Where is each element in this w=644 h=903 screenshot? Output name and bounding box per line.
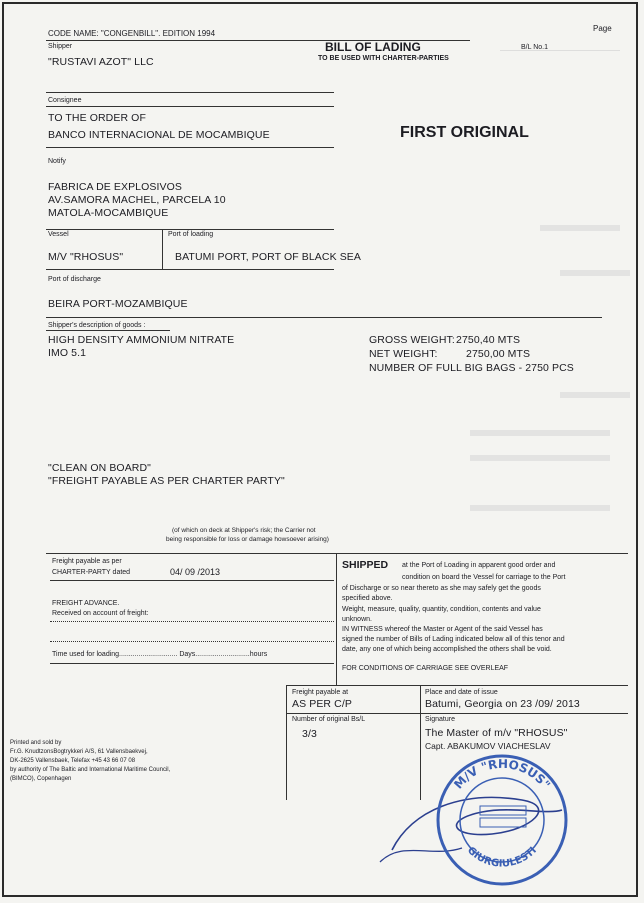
divider: [50, 580, 334, 581]
conditions-overleaf: FOR CONDITIONS OF CARRIAGE SEE OVERLEAF: [342, 665, 509, 672]
printer-line5: (BIMCO), Copenhagen: [10, 776, 72, 782]
notify-line3: MATOLA-MOCAMBIQUE: [48, 207, 169, 219]
notify-line1: FABRICA DE EXPLOSIVOS: [48, 181, 182, 193]
originals-value: 3/3: [302, 728, 317, 740]
divider: [46, 229, 334, 230]
received-freight-label: Received on account of freight:: [52, 610, 149, 617]
divider: [162, 229, 163, 269]
divider: [46, 92, 334, 93]
printer-line3: DK-2625 Vallensbaek, Telefax +45 43 66 07 08: [10, 758, 136, 764]
vessel-stamp: [428, 748, 576, 888]
place-date-label: Place and date of issue: [425, 689, 498, 696]
originals-label: Number of original Bs/L: [292, 716, 366, 723]
svg-text:GIURGIULESTI: [465, 845, 539, 870]
shipped-line6: unknown.: [342, 616, 372, 623]
freight-note: "FREIGHT PAYABLE AS PER CHARTER PARTY": [48, 475, 285, 487]
divider: [46, 106, 334, 107]
freight-advance-label: FREIGHT ADVANCE.: [52, 600, 120, 607]
dotted-line: [50, 620, 334, 622]
net-weight-value: 2750,00 MTS: [466, 348, 531, 360]
code-name: CODE NAME: "CONGENBILL". EDITION 1994: [48, 29, 216, 38]
deck-note-line1: (of which on deck at Shipper's risk; the Carrier not: [172, 527, 316, 534]
vessel-label: Vessel: [48, 231, 69, 238]
big-bags-count: NUMBER OF FULL BIG BAGS - 2750 PCS: [369, 362, 574, 374]
divider: [46, 553, 628, 554]
consignee-line2: BANCO INTERNACIONAL DE MOCAMBIQUE: [48, 129, 270, 141]
signature-label: Signature: [425, 716, 455, 723]
dotted-line: [50, 640, 334, 642]
signature-line2: Capt. ABAKUMOV VIACHESLAV: [425, 741, 551, 751]
stamp-bottom-text: GIURGIULESTI: [464, 845, 540, 870]
divider: [46, 269, 334, 270]
shipped-line5: Weight, measure, quality, quantity, condition, contents and value: [342, 606, 541, 613]
signature-line1: The Master of m/v "RHOSUS": [425, 727, 568, 739]
document-subtitle: TO BE USED WITH CHARTER-PARTIES: [318, 55, 449, 62]
divider: [46, 147, 334, 148]
shipped-line1: at the Port of Loading in apparent good order and: [402, 562, 556, 569]
divider: [46, 317, 602, 318]
divider: [286, 713, 628, 714]
charter-party-dated-label: CHARTER-PARTY dated: [52, 569, 131, 576]
consignee-label: Consignee: [48, 97, 82, 104]
shipper-label: Shipper: [48, 43, 73, 50]
divider: [286, 685, 287, 800]
port-discharge-value: BEIRA PORT-MOZAMBIQUE: [48, 298, 188, 310]
divider: [286, 685, 628, 686]
shipper-value: "RUSTAVI AZOT" LLC: [48, 56, 154, 68]
goods-label: Shipper's description of goods :: [48, 322, 146, 329]
printer-line1: Printed and sold by: [10, 740, 62, 746]
shipped-line4: specified above.: [342, 595, 393, 602]
notify-line2: AV.SAMORA MACHEL, PARCELA 10: [48, 194, 226, 206]
vessel-value: M/V "RHOSUS": [48, 251, 124, 263]
time-used-loading: Time used for loading.............................. Days............................hours: [52, 651, 268, 658]
shipped-line2: condition on board the Vessel for carriage to the Port: [402, 574, 566, 581]
freight-payable-at-value: AS PER C/P: [292, 698, 352, 710]
consignee-line1: TO THE ORDER OF: [48, 112, 146, 124]
freight-payable-label: Freight payable as per: [52, 558, 122, 565]
gross-weight-label: GROSS WEIGHT:: [369, 334, 455, 346]
freight-payable-at-label: Freight payable at: [292, 689, 349, 696]
divider: [46, 330, 170, 331]
place-date-value: Batumi, Georgia on 23 /09/ 2013: [425, 698, 580, 710]
shipped-line3: of Discharge or so near thereto as she may safely get the goods: [342, 585, 541, 592]
goods-line2: IMO 5.1: [48, 347, 87, 359]
shipped-line8: signed the number of Bills of Lading indicated below all of this tenor and: [342, 636, 565, 643]
port-loading-label: Port of loading: [168, 231, 214, 238]
document-title: BILL OF LADING: [325, 40, 421, 54]
stamp-top-text: M/V "RHOSUS": [451, 756, 554, 792]
divider: [50, 663, 334, 664]
divider: [336, 553, 337, 685]
clean-on-board: "CLEAN ON BOARD": [48, 462, 151, 474]
first-original-mark: FIRST ORIGINAL: [400, 124, 529, 141]
shipped-line9: date, any one of which being accomplished the others shall be void.: [342, 646, 552, 653]
svg-text:M/V "RHOSUS": [451, 757, 553, 792]
printer-line2: Fr.G. KnudtzonsBogtrykkeri A/S, 61 Vallensbaekvej,: [10, 749, 148, 755]
gross-weight-value: 2750,40 MTS: [456, 334, 521, 346]
page-label: Page: [593, 24, 612, 33]
shipped-line7: IN WITNESS whereof the Master or Agent of the said Vessel has: [342, 626, 543, 633]
port-discharge-label: Port of discharge: [48, 276, 101, 283]
printer-line4: by authority of The Baltic and International Maritime Council,: [10, 767, 171, 773]
port-loading-value: BATUMI PORT, PORT OF BLACK SEA: [175, 251, 362, 263]
goods-line1: HIGH DENSITY AMMONIUM NITRATE: [48, 334, 235, 346]
deck-note-line2: being responsible for loss or damage howsoever arising): [166, 536, 329, 543]
charter-party-date: 04/ 09 /2013: [170, 567, 221, 577]
shipped-lead: SHIPPED: [342, 559, 389, 571]
bl-number-label: B/L No.1: [521, 44, 548, 51]
notify-label: Notify: [48, 158, 66, 165]
net-weight-label: NET WEIGHT:: [369, 348, 438, 360]
